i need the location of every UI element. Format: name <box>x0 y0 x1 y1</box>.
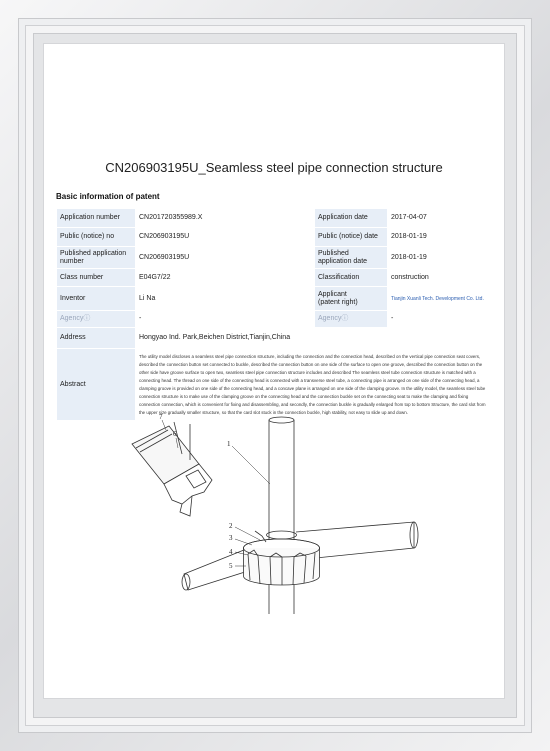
abstract-label: Abstract <box>57 349 136 421</box>
drawing-label-4: 4 <box>229 548 233 556</box>
table-row <box>57 311 493 328</box>
table-row <box>57 328 493 349</box>
applicant-label-line1: Applicant <box>318 290 347 298</box>
application-date-label: Application date <box>315 209 388 228</box>
connecting-head-detail <box>132 422 212 516</box>
table-row <box>57 349 493 421</box>
table-row <box>57 209 493 228</box>
public-date-value: 2018-01-19 <box>388 228 493 247</box>
classification-label: Classification <box>315 269 388 287</box>
drawing-label-5: 5 <box>229 562 233 570</box>
connection-sleeve <box>244 531 320 585</box>
inventor-value: Li Na <box>136 287 315 311</box>
section-title: Basic information of patent <box>56 192 160 201</box>
published-app-date-label: Published application date <box>315 247 388 269</box>
drawing-label-6: 6 <box>173 430 177 438</box>
application-number-label: Application number <box>57 209 136 228</box>
table-row <box>57 228 493 247</box>
classification-value: construction <box>388 269 493 287</box>
application-number-value: CN201720355989.X <box>136 209 315 228</box>
document-page <box>44 44 504 698</box>
public-no-label: Public (notice) no <box>57 228 136 247</box>
applicant-link[interactable]: Tianjin Xuanli Tech. Development Co. Ltd. <box>388 287 493 311</box>
agency-label-2: Agencyⓘ <box>315 311 388 328</box>
drawing-label-2: 2 <box>229 522 233 530</box>
published-app-number-label: Published application number <box>57 247 136 269</box>
published-app-number-value: CN206903195U <box>136 247 315 269</box>
applicant-label-line2: (patent right) <box>318 298 358 306</box>
abstract-text: The utility model discloses a seamless steel pipe connection structure, including the connection and the connection head, described on the vertical pipe connection seat covers, described the connection button set connected to buckle, described the connection button on one side of the surface to open one groove, described the connection button on the other side have groove surface to open two, seamless steel pipe connection structure includes and described The seamless steel tube connection structure is matched with a connecting head. The thread on one side of the connecting head is connected with a transverse steel tube, a connecting pipe is arranged on one side of the connecting head, a clamping groove is provided on one side of the connecting head, and a concave plane is arranged on one side of the clamping groove. In the utility model, the seamless steel tube connection structure is to make use of the clamping groove on the connecting head and the connection buckle set on the connecting seat to make the clamping and fixing connection connection, which is convenient for fixing and disassembling, and secondly, the connection buckle is gradually enlarged from top to bottom Structure, the card slot from the upper size gradually smaller structure, so that the card slot stuck in the connection buckle, high stability, not easy to slide up and down. <box>136 349 493 421</box>
agency-label: Agencyⓘ <box>57 311 136 328</box>
address-value: Hongyao Ind. Park,Beichen District,Tianjin,China <box>136 328 493 349</box>
public-no-value: CN206903195U <box>136 228 315 247</box>
class-number-label: Class number <box>57 269 136 287</box>
table-row <box>57 247 493 269</box>
agency-value-2: - <box>388 311 493 328</box>
class-number-value: E04G7/22 <box>136 269 315 287</box>
applicant-label <box>315 287 388 311</box>
drawing-label-3: 3 <box>229 534 233 542</box>
document-title: CN206903195U_Seamless steel pipe connection structure <box>105 160 443 175</box>
published-app-date-value: 2018-01-19 <box>388 247 493 269</box>
application-date-value: 2017-04-07 <box>388 209 493 228</box>
agency-value: - <box>136 311 315 328</box>
table-row <box>57 269 493 287</box>
patent-drawing <box>124 414 424 619</box>
drawing-label-1: 1 <box>227 440 231 448</box>
patent-info-table <box>56 208 493 421</box>
table-row <box>57 287 493 311</box>
address-label: Address <box>57 328 136 349</box>
inventor-label: Inventor <box>57 287 136 311</box>
public-date-label: Public (notice) date <box>315 228 388 247</box>
drawing-label-7: 7 <box>159 414 163 421</box>
